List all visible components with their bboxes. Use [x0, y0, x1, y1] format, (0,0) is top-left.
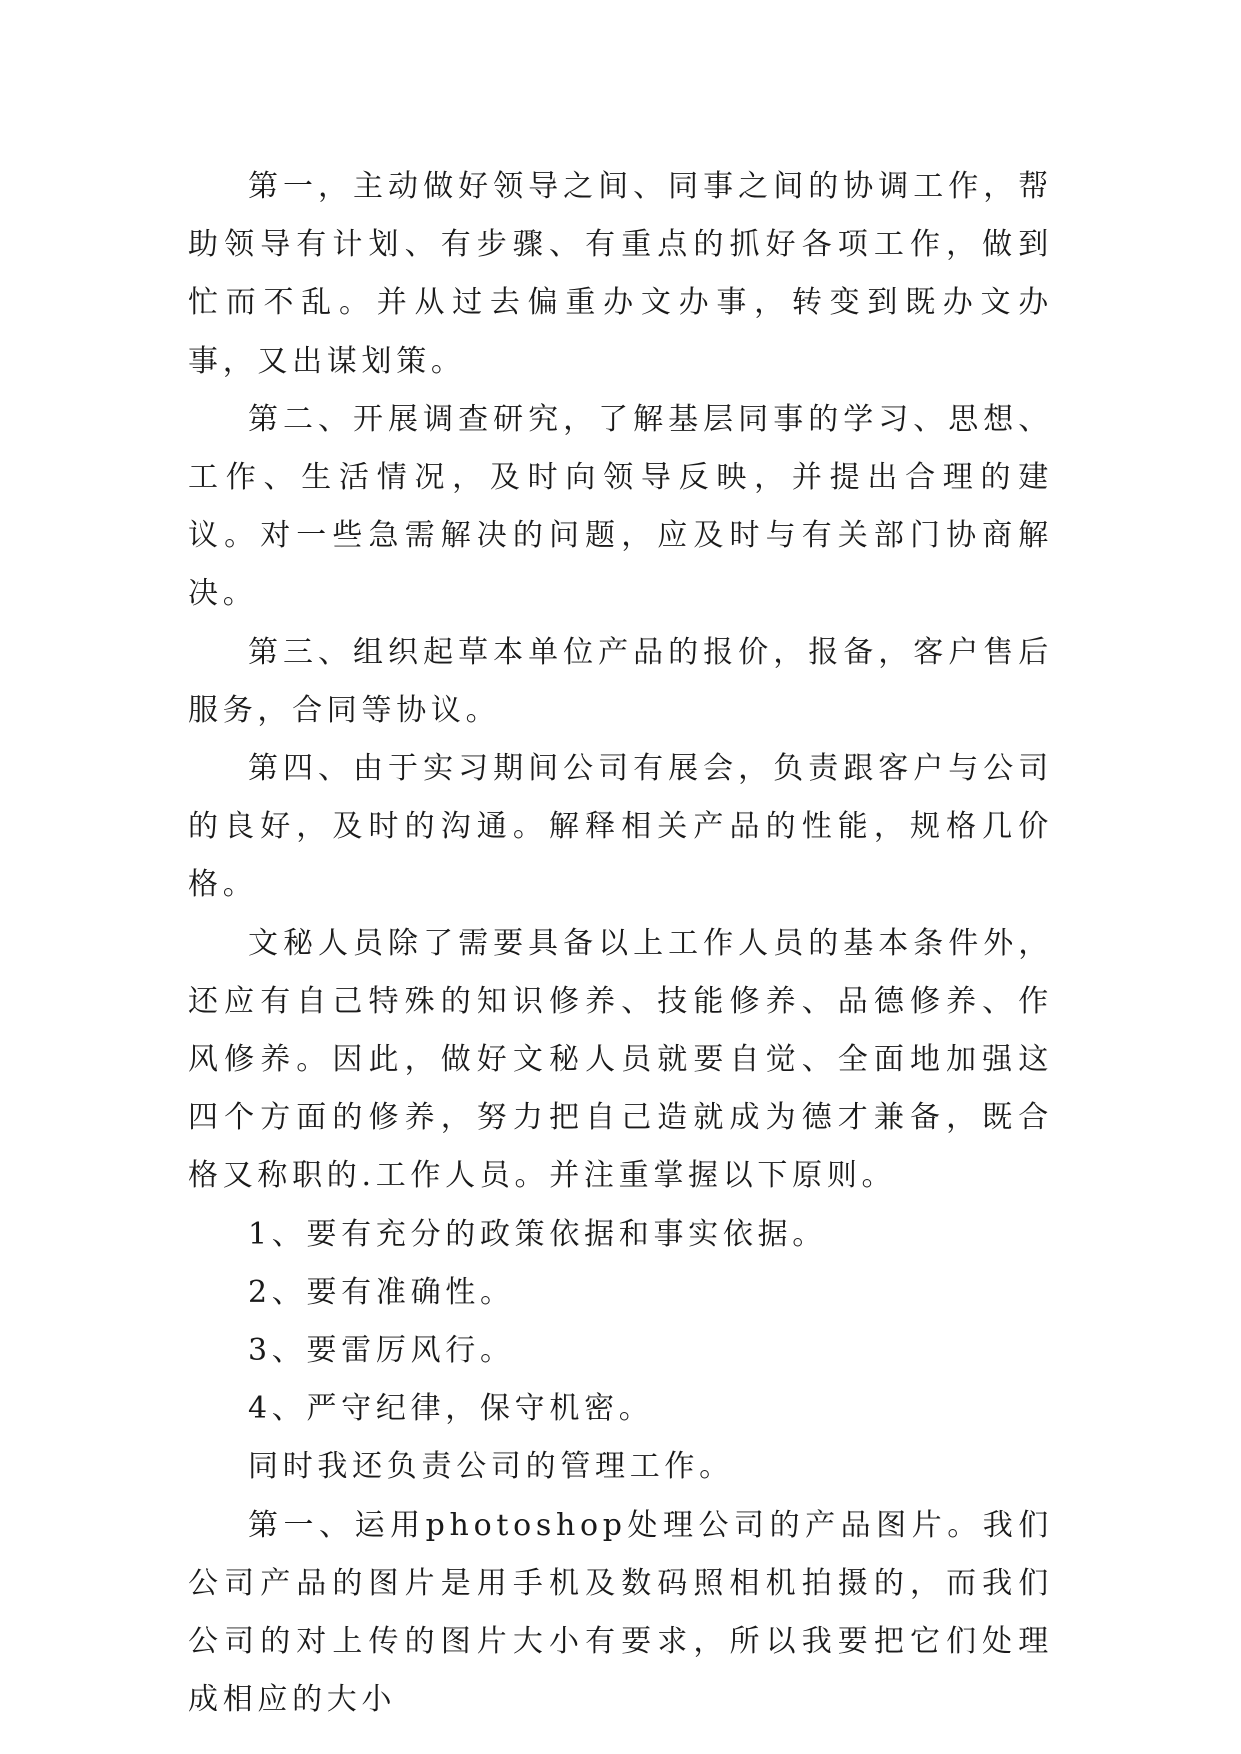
paragraph-exhibition: 第四、由于实习期间公司有展会，负责跟客户与公司的良好，及时的沟通。解释相关产品的性能，规格几价格。: [188, 751, 1053, 903]
principle-item-3: 3、要雷厉风行。: [248, 1333, 515, 1369]
principle-item-1: 1、要有充分的政策依据和事实依据。: [248, 1216, 827, 1252]
paragraph-secretary-qualities: 文秘人员除了需要具备以上工作人员的基本条件外，还应有自己特殊的知识修养、技能修养、品德修养、作风修养。因此，做好文秘人员就要自觉、全面地加强这四个方面的修养，努力把自己造就成为德才兼备，既合格又称职的.工作人员。并注重掌握以下原则。: [188, 925, 1053, 1194]
principle-item-4: 4、严守纪律，保守机密。: [248, 1391, 654, 1427]
document-body: [188, 158, 1053, 1729]
principle-item-2: 2、要有准确性。: [248, 1274, 515, 1310]
paragraph-quotation: 第三、组织起草本单位产品的报价，报备，客户售后服务，合同等协议。: [188, 634, 1053, 728]
paragraph-management: 同时我还负责公司的管理工作。: [248, 1449, 734, 1485]
paragraph-photoshop: 第一、运用photoshop处理公司的产品图片。我们公司产品的图片是用手机及数码照相机拍摄的，而我们公司的对上传的图片大小有要求，所以我要把它们处理成相应的大小: [188, 1507, 1053, 1718]
paragraph-research: 第二、开展调查研究，了解基层同事的学习、思想、工作、生活情况，及时向领导反映，并提出合理的建议。对一些急需解决的问题，应及时与有关部门协商解决。: [188, 401, 1053, 612]
paragraph-coordination: 第一，主动做好领导之间、同事之间的协调工作，帮助领导有计划、有步骤、有重点的抓好各项工作，做到忙而不乱。并从过去偏重办文办事，转变到既办文办事，又出谋划策。: [188, 169, 1053, 379]
